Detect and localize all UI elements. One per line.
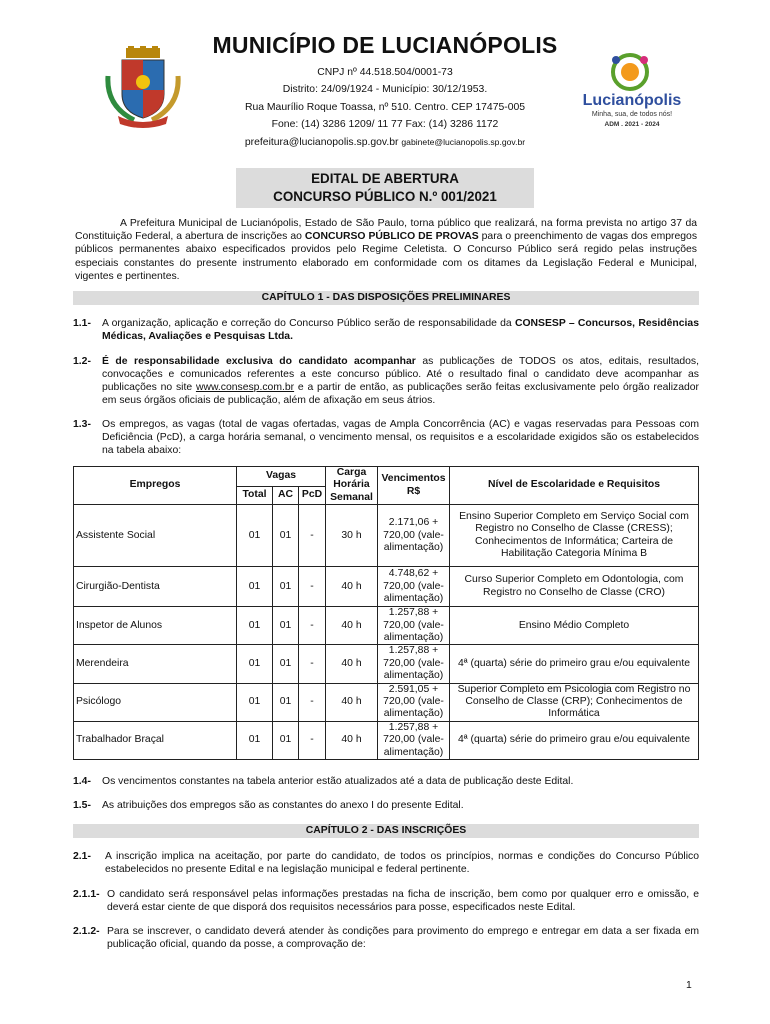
cell-pcd: - bbox=[299, 607, 326, 645]
item-text: As atribuições dos empregos são as constantes do anexo I do presente Edital. bbox=[102, 800, 464, 811]
item-1-1 bbox=[73, 317, 699, 343]
intro-bold: CONCURSO PÚBLICO DE PROVAS bbox=[304, 231, 479, 243]
header-total: Total bbox=[237, 487, 273, 505]
cell-carga: 40 h bbox=[326, 607, 378, 645]
item-number: 2.1.1- bbox=[73, 889, 100, 900]
item-text: Os empregos, as vagas (total de vagas ofertadas, vagas de Ampla Concorrência (AC) e vagas reservadas para Pessoas com Deficiência (PcD), a carga horária semanal, o vencimento mensal, os requisitos e a escolaridade exigidos são os estabelecidos na tabela abaixo: bbox=[102, 419, 699, 456]
chapter-1-heading: CAPÍTULO 1 - DAS DISPOSIÇÕES PRELIMINARES bbox=[73, 291, 699, 305]
item-2-1-1 bbox=[73, 888, 699, 914]
intro-text-2: para o preenchimento de vagas dos empregos públicos permanentes abaixo especificados providos pelo Regime Celetista. O Concurso Público será regido pelas instruções especiais constantes do presente instrumento elaborado em conformidade com os ditames da Legislação Federal e Municipal, vigentes e pertinentes. bbox=[75, 231, 698, 282]
cell-pcd: - bbox=[299, 645, 326, 683]
edital-title-line1: EDITAL DE ABERTURA bbox=[311, 171, 459, 186]
cell-total: 01 bbox=[237, 683, 273, 721]
table-row bbox=[74, 645, 699, 683]
cell-emprego: Cirurgião-Dentista bbox=[74, 567, 237, 607]
item-1-3 bbox=[73, 418, 699, 457]
cell-emprego: Inspetor de Alunos bbox=[74, 607, 237, 645]
header-carga: Carga Horária Semanal bbox=[326, 467, 378, 505]
cell-total: 01 bbox=[237, 505, 273, 567]
header-vencimentos: Vencimentos R$ bbox=[378, 467, 450, 505]
table-row bbox=[74, 607, 699, 645]
item-number: 1.4- bbox=[73, 776, 91, 787]
cell-ac: 01 bbox=[273, 721, 299, 759]
header-emails bbox=[190, 134, 580, 151]
item-text: Para se inscrever, o candidato deverá atender às condições para provimento do emprego e entregar em data a ser fixada em publicação oficial, quando da posse, a comprovação de: bbox=[107, 926, 699, 950]
item-number: 1.5- bbox=[73, 800, 91, 811]
cell-emprego: Trabalhador Braçal bbox=[74, 721, 237, 759]
item-number: 2.1- bbox=[73, 851, 91, 862]
cell-ac: 01 bbox=[273, 645, 299, 683]
header-empregos: Empregos bbox=[74, 467, 237, 505]
header-email-small: gabinete@lucianopolis.sp.gov.br bbox=[401, 136, 526, 147]
cell-vencimento: 1.257,88 + 720,00 (vale-alimentação) bbox=[378, 721, 450, 759]
cell-emprego: Psicólogo bbox=[74, 683, 237, 721]
item-text: A inscrição implica na aceitação, por parte do candidato, de todos os princípios, normas e condições do Concurso Público estabelecidos no presente Edital e na legislação municipal e federal pertinente. bbox=[105, 851, 699, 875]
cell-requisitos: Ensino Superior Completo em Serviço Social com Registro no Conselho de Classe (CRESS); Conhecimentos de Informática; Carteira de Habilitação Categoria Mínima B bbox=[450, 505, 699, 567]
item-number: 1.3- bbox=[73, 419, 91, 430]
administration-logo bbox=[572, 50, 692, 132]
page-number: 1 bbox=[686, 980, 692, 991]
item-bold: É de responsabilidade exclusiva do candidato acompanhar bbox=[102, 356, 416, 367]
table-row bbox=[74, 505, 699, 567]
cell-carga: 40 h bbox=[326, 721, 378, 759]
cell-carga: 30 h bbox=[326, 505, 378, 567]
header-nivel: Nível de Escolaridade e Requisitos bbox=[450, 467, 699, 505]
item-1-5 bbox=[73, 799, 699, 812]
item-text: as publicações de TODOS os atos, editais, resultados, convocações e comunicados referentes a este concurso público. Até o resultado final o candidato deve acompanhar as publicações no site bbox=[102, 356, 699, 393]
consesp-link[interactable]: www.consesp.com.br bbox=[195, 382, 295, 393]
cell-requisitos: Superior Completo em Psicologia com Registro no Conselho de Classe (CRP); Conhecimentos de Informática bbox=[450, 683, 699, 721]
cell-pcd: - bbox=[299, 505, 326, 567]
header-cnpj: CNPJ nº 44.518.504/0001-73 bbox=[317, 67, 453, 78]
item-bold: CONSESP – Concursos, Residências Médicas, Avaliações e Pesquisas Ltda. bbox=[102, 318, 699, 342]
chapter-2-heading: CAPÍTULO 2 - DAS INSCRIÇÕES bbox=[73, 824, 699, 838]
cell-carga: 40 h bbox=[326, 645, 378, 683]
cell-vencimento: 2.171,06 + 720,00 (vale-alimentação) bbox=[378, 505, 450, 567]
header-vagas: Vagas bbox=[237, 467, 326, 487]
edital-title-line2: CONCURSO PÚBLICO N.º 001/2021 bbox=[273, 189, 497, 204]
logo-name: Lucianópolis bbox=[582, 92, 682, 109]
header-contact-block bbox=[190, 64, 580, 151]
logo-slogan: Minha, sua, de todos nós! bbox=[591, 111, 673, 118]
item-1-4 bbox=[73, 775, 699, 788]
item-1-2 bbox=[73, 355, 699, 407]
item-text-2: e a partir de então, as publicações serão feitas exclusivamente pelo órgão realizador em seus órgãos oficiais de publicação, além de afixação em seus átrios. bbox=[102, 382, 700, 406]
cell-total: 01 bbox=[237, 645, 273, 683]
header-pcd: PcD bbox=[299, 487, 326, 505]
cell-requisitos: Curso Superior Completo em Odontologia, com Registro no Conselho de Classe (CRO) bbox=[450, 567, 699, 607]
item-2-1 bbox=[73, 850, 699, 876]
header-email-main: prefeitura@lucianopolis.sp.gov.br bbox=[244, 136, 399, 148]
cell-pcd: - bbox=[299, 567, 326, 607]
header-ac: AC bbox=[273, 487, 299, 505]
cell-ac: 01 bbox=[273, 683, 299, 721]
cell-requisitos: 4ª (quarta) série do primeiro grau e/ou equivalente bbox=[450, 645, 699, 683]
vacancy-table bbox=[73, 466, 699, 760]
item-number: 2.1.2- bbox=[73, 926, 100, 937]
logo-adm: ADM . 2021 - 2024 bbox=[604, 121, 660, 128]
table-row bbox=[74, 721, 699, 759]
item-text: O candidato será responsável pelas informações prestadas na ficha de inscrição, bem como por qualquer erro e omissão, e deverá estar ciente de que disporá dos requisitos necessários para posse, especificados neste Edital. bbox=[107, 889, 699, 913]
header-address: Rua Maurílio Roque Toassa, nº 510. Centro. CEP 17475-005 bbox=[244, 101, 526, 113]
cell-total: 01 bbox=[237, 607, 273, 645]
cell-pcd: - bbox=[299, 683, 326, 721]
item-number: 1.1- bbox=[73, 318, 91, 329]
cell-vencimento: 1.257,88 + 720,00 (vale-alimentação) bbox=[378, 607, 450, 645]
municipality-title: MUNICÍPIO DE LUCIANÓPOLIS bbox=[212, 32, 558, 58]
table-row bbox=[74, 683, 699, 721]
table-row bbox=[74, 567, 699, 607]
item-text: Os vencimentos constantes na tabela anterior estão atualizados até a data de publicação deste Edital. bbox=[102, 776, 574, 787]
edital-title-box bbox=[236, 168, 534, 208]
cell-carga: 40 h bbox=[326, 567, 378, 607]
cell-vencimento: 1.257,88 + 720,00 (vale-alimentação) bbox=[378, 645, 450, 683]
cell-ac: 01 bbox=[273, 567, 299, 607]
cell-pcd: - bbox=[299, 721, 326, 759]
header-phone: Fone: (14) 3286 1209/ 11 77 Fax: (14) 3286 1172 bbox=[271, 119, 499, 131]
cell-requisitos: Ensino Médio Completo bbox=[450, 607, 699, 645]
cell-total: 01 bbox=[237, 567, 273, 607]
cell-emprego: Merendeira bbox=[74, 645, 237, 683]
cell-requisitos: 4ª (quarta) série do primeiro grau e/ou equivalente bbox=[450, 721, 699, 759]
cell-ac: 01 bbox=[273, 505, 299, 567]
cell-vencimento: 4.748,62 + 720,00 (vale-alimentação) bbox=[378, 567, 450, 607]
cell-emprego: Assistente Social bbox=[74, 505, 237, 567]
header-dates: Distrito: 24/09/1924 - Município: 30/12/1953. bbox=[282, 84, 488, 96]
cell-vencimento: 2.591,05 + 720,00 (vale-alimentação) bbox=[378, 683, 450, 721]
cell-carga: 40 h bbox=[326, 683, 378, 721]
item-number: 1.2- bbox=[73, 356, 91, 367]
intro-paragraph bbox=[75, 217, 697, 283]
item-2-1-2 bbox=[73, 925, 699, 951]
cell-total: 01 bbox=[237, 721, 273, 759]
cell-ac: 01 bbox=[273, 607, 299, 645]
intro-text-1: A Prefeitura Municipal de Lucianópolis, Estado de São Paulo, torna público que realizará, na forma prevista no artigo 37 da Constituição Federal, a abertura de inscrições ao bbox=[75, 218, 697, 243]
item-text: A organização, aplicação e correção do Concurso Público serão de responsabilidade da bbox=[102, 318, 515, 329]
